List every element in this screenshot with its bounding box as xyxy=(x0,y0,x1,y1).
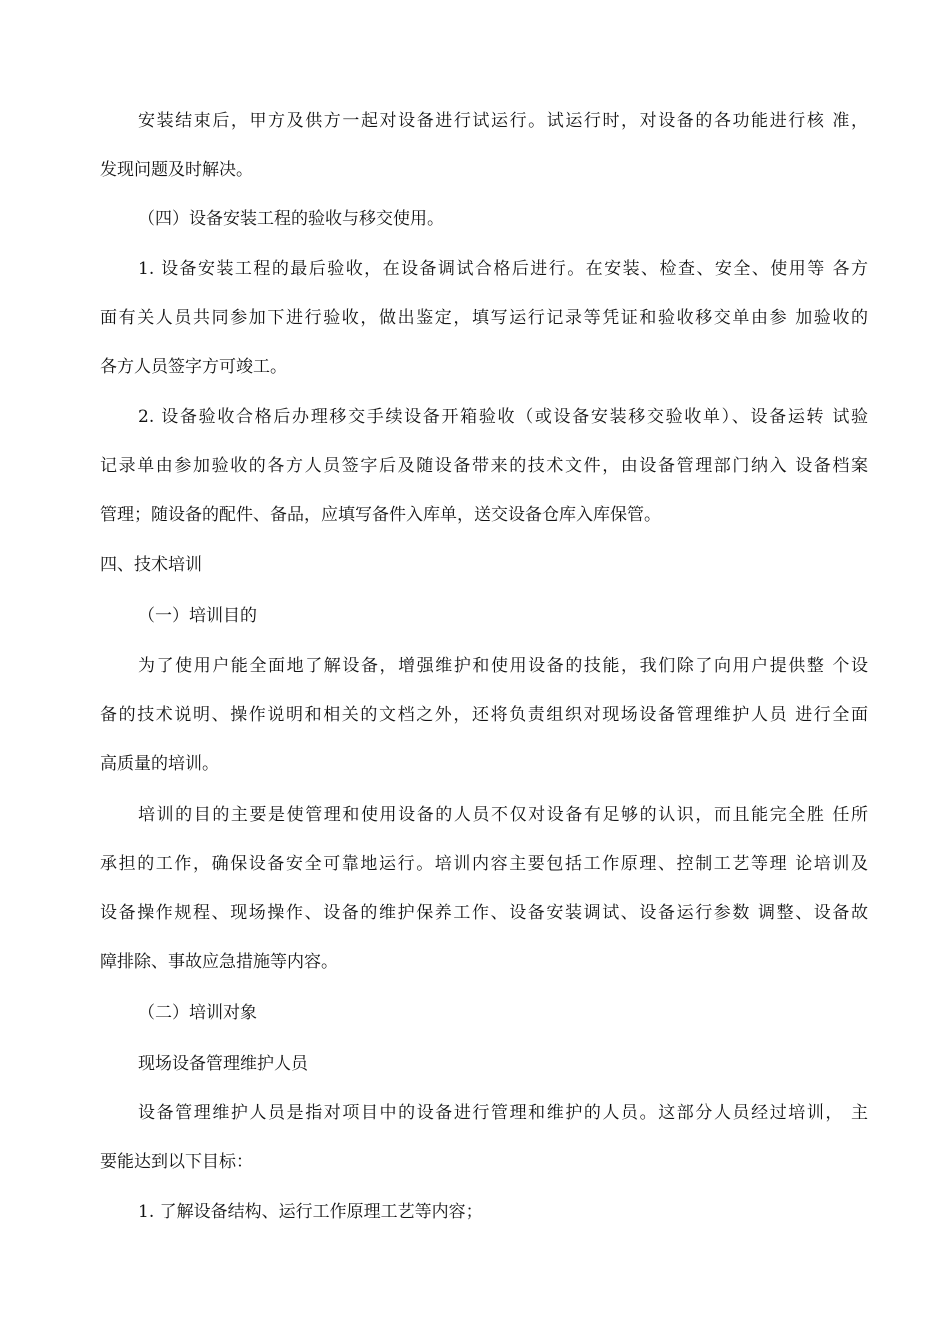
paragraph-target-group: 现场设备管理维护人员 xyxy=(138,1054,308,1074)
paragraph-purpose-2 xyxy=(100,791,868,987)
paragraph-line: 发现问题及时解决。 xyxy=(100,160,253,180)
paragraph-line: 管理；随设备的配件、备品，应填写备件入库单，送交设备仓库入库保管。 xyxy=(100,505,661,525)
paragraph-line: 障排除、事故应急措施等内容。 xyxy=(100,952,338,972)
paragraph-acceptance-1 xyxy=(100,245,868,392)
paragraph-line: 各方人员签字方可竣工。 xyxy=(100,357,287,377)
paragraph-acceptance-2 xyxy=(100,393,868,540)
paragraph-line: 为了使用户能全面地了解设备，增强维护和使用设备的技能，我们除了向用户提供整 个设 xyxy=(138,656,868,676)
paragraph-target-desc xyxy=(100,1089,868,1187)
paragraph-line: 设备管理维护人员是指对项目中的设备进行管理和维护的人员。这部分人员经过培训， 主 xyxy=(138,1103,868,1123)
paragraph-line: 面有关人员共同参加下进行验收，做出鉴定，填写运行记录等凭证和验收移交单由参 加验收的 xyxy=(100,308,868,328)
paragraph-line: 备的技术说明、操作说明和相关的文档之外，还将负责组织对现场设备管理维护人员 进行全面 xyxy=(100,705,868,725)
paragraph-line: 安装结束后，甲方及供方一起对设备进行试运行。试运行时，对设备的各功能进行核 准， xyxy=(138,111,868,131)
list-item-goal-1: 1. 了解设备结构、运行工作原理工艺等内容； xyxy=(138,1202,483,1222)
paragraph-line: 记录单由参加验收的各方人员签字后及随设备带来的技术文件，由设备管理部门纳入 设备档案 xyxy=(100,456,868,476)
paragraph-line: 高质量的培训。 xyxy=(100,754,219,774)
section-heading-training: 四、技术培训 xyxy=(100,555,202,575)
paragraph-line: 2. 设备验收合格后办理移交手续设备开箱验收（或设备安装移交验收单）、设备运转 试验 xyxy=(138,407,868,427)
paragraph-line: 设备操作规程、现场操作、设备的维护保养工作、设备安装调试、设备运行参数 调整、设备故 xyxy=(100,903,868,923)
subsection-heading-purpose: （一）培训目的 xyxy=(138,606,257,626)
subsection-heading-target: （二）培训对象 xyxy=(138,1003,257,1023)
paragraph-purpose-1 xyxy=(100,642,868,789)
paragraph-line: 承担的工作，确保设备安全可靠地运行。培训内容主要包括工作原理、控制工艺等理 论培训及 xyxy=(100,854,868,874)
paragraph-line: 培训的目的主要是使管理和使用设备的人员不仅对设备有足够的认识，而且能完全胜 任所 xyxy=(138,805,868,825)
section-heading-acceptance: （四）设备安装工程的验收与移交使用。 xyxy=(138,209,444,229)
paragraph-install-test xyxy=(100,97,868,195)
paragraph-line: 1. 设备安装工程的最后验收，在设备调试合格后进行。在安装、检查、安全、使用等 各方 xyxy=(138,259,868,279)
paragraph-line: 要能达到以下目标： xyxy=(100,1152,253,1172)
